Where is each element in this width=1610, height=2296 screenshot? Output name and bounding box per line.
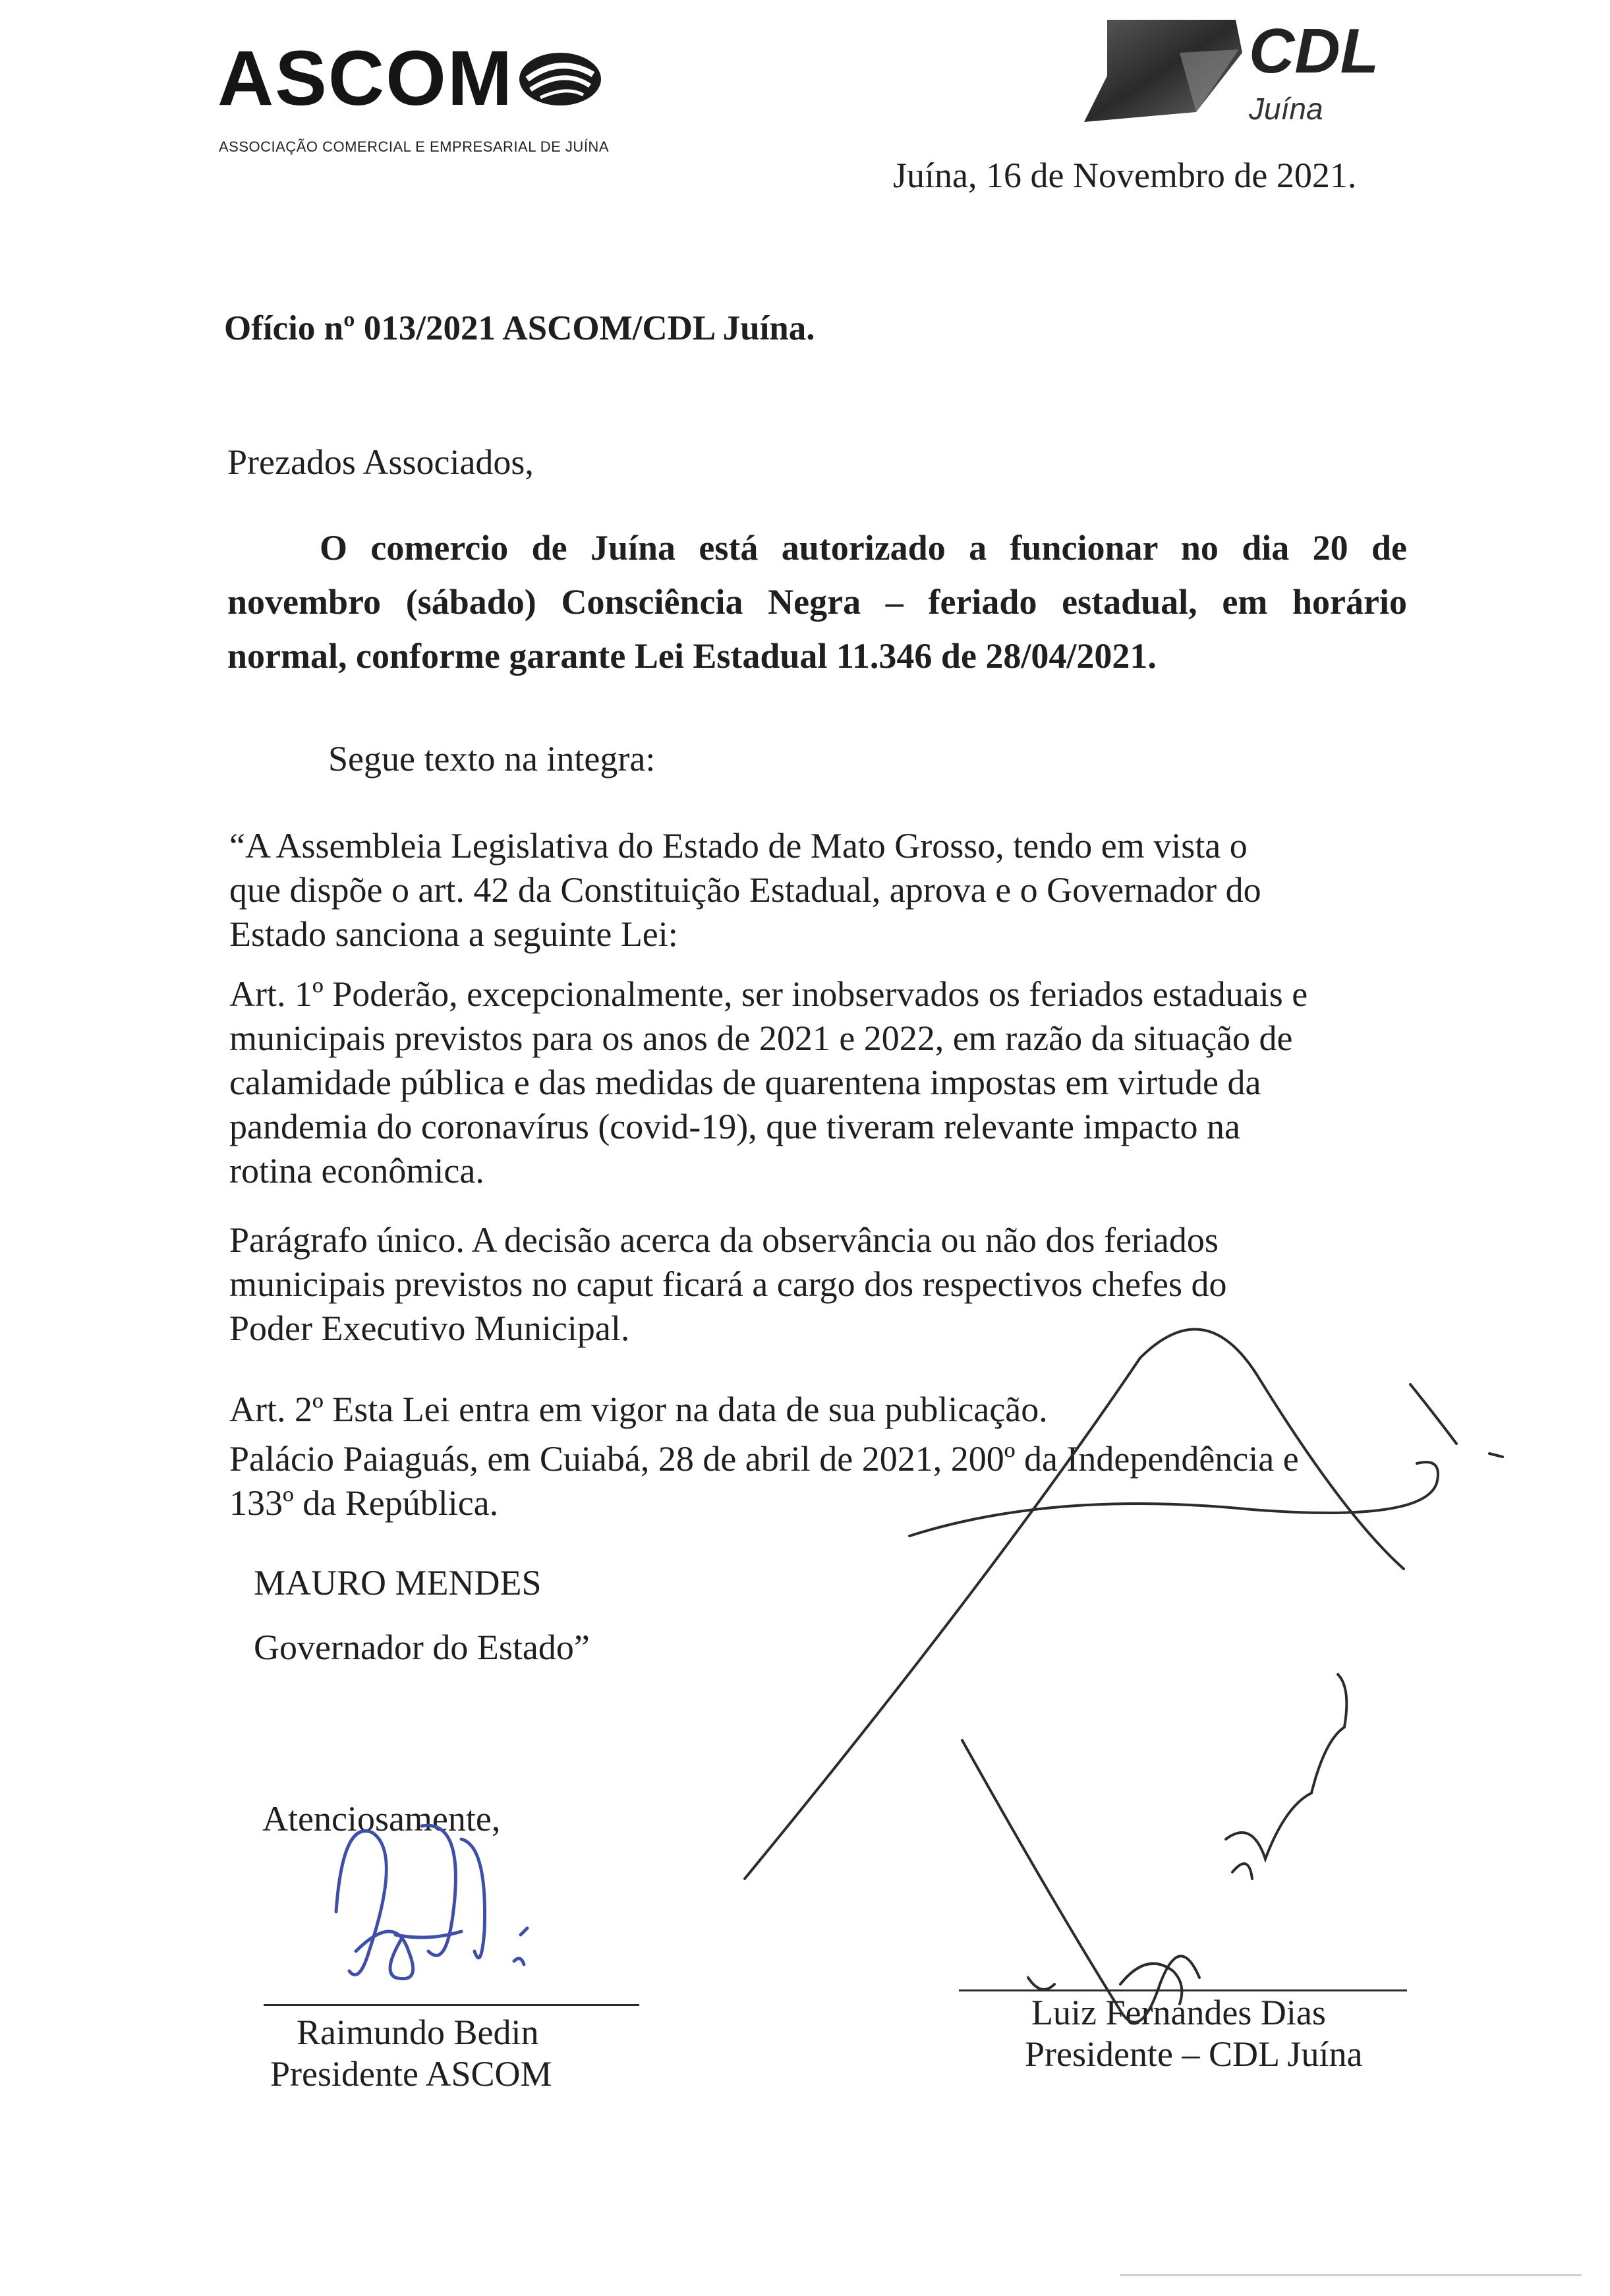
cdl-emblem-icon	[1081, 13, 1252, 129]
law-line: Palácio Paiaguás, em Cuiabá, 28 de abril de 2021, 200º da Independência e	[229, 1439, 1299, 1479]
law-line: pandemia do coronavírus (covid-19), que tiveram relevante impacto na	[229, 1107, 1240, 1146]
signature-left-mark	[336, 1825, 527, 1978]
law-line: Poder Executivo Municipal.	[229, 1309, 630, 1348]
law-line: rotina econômica.	[229, 1151, 484, 1191]
signer-right-name: Luiz Fernandes Dias	[1031, 1993, 1326, 2032]
law-line: Art. 1º Poderão, excepcionalmente, ser inobservados os feriados estaduais e	[229, 974, 1308, 1014]
ascom-logo	[217, 35, 626, 155]
notice-line: novembro (sábado) Consciência Negra – feriado estadual, em horário	[227, 582, 1407, 622]
law-line: que dispõe o art. 42 da Constituição Estadual, aprova e o Governador do	[229, 870, 1261, 910]
scan-edge-line	[1120, 2274, 1582, 2276]
law-paragraph-unico	[229, 1218, 1416, 1351]
signature-line-right	[959, 1989, 1407, 1991]
law-line: Parágrafo único. A decisão acerca da observância ou não dos feriados	[229, 1220, 1219, 1260]
letter-date: Juína, 16 de Novembro de 2021.	[893, 156, 1357, 195]
ascom-logo-text: ASCOM	[217, 35, 514, 122]
law-line: 133º da República.	[229, 1483, 499, 1523]
closing-salutation: Atenciosamente,	[262, 1799, 501, 1839]
law-signer-name: MAURO MENDES	[254, 1563, 542, 1603]
notice-paragraph	[227, 521, 1407, 683]
law-line: Estado sanciona a seguinte Lei:	[229, 914, 678, 954]
law-line: Art. 2º Esta Lei entra em vigor na data de sua publicação.	[229, 1390, 1048, 1429]
signer-right-role: Presidente – CDL Juína	[1025, 2034, 1363, 2074]
signer-left-name: Raimundo Bedin	[297, 2013, 539, 2052]
letter-greeting: Prezados Associados,	[227, 442, 534, 482]
law-line: municipais previstos para os anos de 2021 e 2022, em razão da situação de	[229, 1018, 1293, 1058]
ascom-swirl-icon	[511, 45, 610, 111]
law-article-1	[229, 972, 1416, 1193]
law-preamble	[229, 824, 1416, 957]
cdl-logo-city: Juína	[1249, 92, 1323, 126]
signature-line-left	[264, 2004, 639, 2006]
signer-left-role: Presidente ASCOM	[270, 2054, 552, 2094]
law-line: “A Assembleia Legislativa do Estado de Mato Grosso, tendo em vista o	[229, 826, 1248, 866]
notice-line: O comercio de Juína está autorizado a funcionar no dia 20 de	[320, 528, 1407, 568]
cdl-logo	[1081, 13, 1410, 129]
law-palace-line	[229, 1437, 1416, 1525]
ascom-subtitle: ASSOCIAÇÃO COMERCIAL E EMPRESARIAL DE JUÍNA	[219, 138, 609, 155]
cdl-logo-text: CDL	[1249, 16, 1379, 86]
law-line: calamidade pública e das medidas de quarentena impostas em virtude da	[229, 1063, 1261, 1102]
law-signer-role: Governador do Estado”	[254, 1628, 590, 1667]
law-article-2	[229, 1388, 1416, 1432]
notice-line: normal, conforme garante Lei Estadual 11.346 de 28/04/2021.	[227, 636, 1157, 676]
signature-right-mark	[745, 1330, 1503, 2022]
intro-text: Segue texto na integra:	[328, 739, 656, 779]
letter-reference: Ofício nº 013/2021 ASCOM/CDL Juína.	[224, 309, 815, 347]
law-line: municipais previstos no caput ficará a cargo dos respectivos chefes do	[229, 1264, 1227, 1304]
